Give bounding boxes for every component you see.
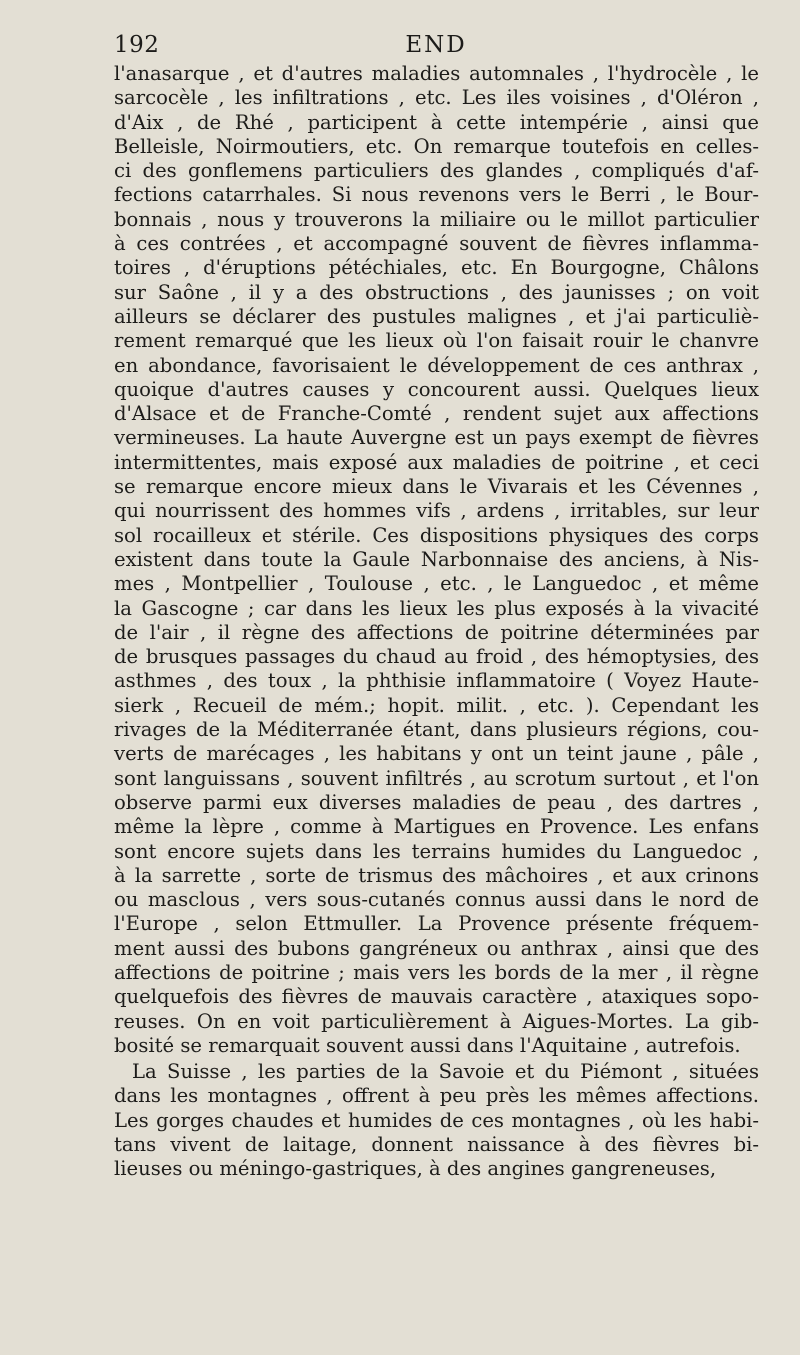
text-line: dans les montagnes , offrent à peu près les mêmes affections.	[114, 1084, 759, 1108]
text-line: à la sarrette , sorte de trismus des mâchoires , et aux crinons	[114, 863, 759, 887]
body-text	[114, 62, 759, 1182]
text-line: bonnais , nous y trouverons la miliaire ou le millot particulier	[114, 207, 759, 231]
running-head: END	[405, 32, 467, 58]
text-line: intermittentes, mais exposé aux maladies de poitrine , et ceci	[114, 450, 759, 474]
text-line: lieuses ou méningo-gastriques, à des angines gangreneuses,	[114, 1157, 717, 1181]
text-line: l'anasarque , et d'autres maladies automnales , l'hydrocèle , le	[114, 62, 759, 85]
text-line: qui nourrissent des hommes vifs , ardens , irritables, sur leur	[114, 499, 759, 523]
text-line: sarcocèle , les infiltrations , etc. Les iles voisines , d'Oléron ,	[114, 86, 759, 110]
text-line: même la lèpre , comme à Martigues en Provence. Les enfans	[114, 815, 759, 839]
text-line: sierk , Recueil de mém.; hopit. milit. , etc. ). Cependant les	[114, 693, 759, 717]
text-line: La Suisse , les parties de la Savoie et du Piémont , situées	[132, 1060, 759, 1084]
text-line: mes , Montpellier , Toulouse , etc. , le Languedoc , et même	[114, 572, 759, 596]
text-line: verts de marécages , les habitans y ont un teint jaune , pâle ,	[114, 742, 759, 766]
text-line: sol rocailleux et stérile. Ces dispositions physiques des corps	[114, 523, 759, 547]
text-line: rement remarqué que les lieux où l'on faisait rouir le chanvre	[114, 329, 759, 353]
text-line: toires , d'éruptions pétéchiales, etc. En Bourgogne, Châlons	[114, 256, 759, 280]
text-line: de brusques passages du chaud au froid , des hémoptysies, des	[114, 645, 759, 669]
page-header	[114, 28, 758, 64]
page-number: 192	[114, 32, 160, 58]
text-line: fections catarrhales. Si nous revenons vers le Berri , le Bour-	[114, 183, 759, 207]
text-line: de l'air , il règne des affections de poitrine déterminées par	[114, 620, 759, 644]
text-line: sur Saône , il y a des obstructions , des jaunisses ; on voit	[114, 280, 759, 304]
text-line: en abondance, favorisaient le développement de ces anthrax ,	[114, 353, 759, 377]
text-line: à ces contrées , et accompagné souvent de fièvres inflamma-	[114, 232, 759, 256]
text-line: ci des gonflemens particuliers des glandes , compliqués d'af-	[114, 159, 759, 183]
text-line: d'Alsace et de Franche-Comté , rendent sujet aux affections	[114, 402, 759, 426]
text-line: la Gascogne ; car dans les lieux les plus exposés à la vivacité	[114, 596, 759, 620]
text-line: bosité se remarquait souvent aussi dans l'Aquitaine , autrefois.	[114, 1033, 741, 1057]
text-line: vermineuses. La haute Auvergne est un pays exempt de fièvres	[114, 426, 759, 450]
text-line: existent dans toute la Gaule Narbonnaise des anciens, à Nis-	[114, 547, 759, 571]
text-line: Les gorges chaudes et humides de ces montagnes , où les habi-	[114, 1108, 759, 1132]
text-line: quelquefois des fièvres de mauvais caractère , ataxiques sopo-	[114, 985, 759, 1009]
text-line: d'Aix , de Rhé , participent à cette intempérie , ainsi que	[114, 110, 759, 134]
text-line: asthmes , des toux , la phthisie inflammatoire ( Voyez Haute-	[114, 669, 759, 693]
text-line: sont encore sujets dans les terrains humides du Languedoc ,	[114, 839, 759, 863]
text-line: sont languissans , souvent infiltrés , au scrotum surtout , et l'on	[114, 766, 759, 790]
text-line: rivages de la Méditerranée étant, dans plusieurs régions, cou-	[114, 718, 759, 742]
text-line: quoique d'autres causes y concourent aussi. Quelques lieux	[114, 377, 759, 401]
text-line: reuses. On en voit particulièrement à Aigues-Mortes. La gib-	[114, 1009, 759, 1033]
text-line: tans vivent de laitage, donnent naissance à des fièvres bi-	[114, 1133, 759, 1157]
text-line: ment aussi des bubons gangréneux ou anthrax , ainsi que des	[114, 936, 759, 960]
paragraph	[114, 62, 759, 1058]
text-line: se remarque encore mieux dans le Vivarais et les Cévennes ,	[114, 475, 759, 499]
text-line: l'Europe , selon Ettmuller. La Provence présente fréquem-	[114, 912, 759, 936]
paragraph	[114, 1060, 759, 1181]
text-line: ailleurs se déclarer des pustules malignes , et j'ai particuliè-	[114, 304, 759, 328]
text-line: Belleisle, Noirmoutiers, etc. On remarque toutefois en celles-	[114, 134, 759, 158]
text-line: affections de poitrine ; mais vers les bords de la mer , il règne	[114, 960, 759, 984]
text-line: observe parmi eux diverses maladies de peau , des dartres ,	[114, 790, 759, 814]
text-line: ou masclous , vers sous-cutanés connus aussi dans le nord de	[114, 888, 759, 912]
